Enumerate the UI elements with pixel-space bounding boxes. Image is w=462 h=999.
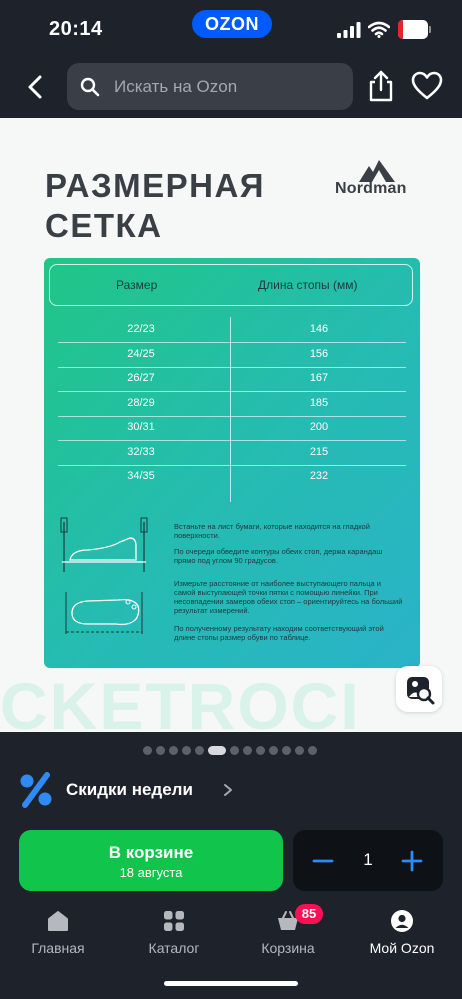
row-divider (58, 465, 406, 466)
top-header (0, 56, 462, 118)
nav-my-ozon[interactable] (352, 907, 452, 957)
size-cell: 28/29 (127, 396, 155, 409)
status-time: 20:14 (49, 18, 103, 40)
size-cell: 34/35 (127, 470, 155, 482)
carousel-dot[interactable] (308, 746, 317, 755)
search-input[interactable] (67, 63, 353, 110)
size-chart-title (45, 166, 265, 246)
bottom-navigation (0, 897, 462, 999)
size-chart-title-line1: РАЗМЕРНАЯ (45, 167, 266, 204)
size-cell: 32/33 (127, 445, 155, 458)
size-column-header: Размер (116, 278, 158, 292)
instruction-1: Встаньте на лист бумаги, которые находится на гладкой поверхности. (174, 522, 370, 540)
carousel-dot[interactable] (256, 746, 265, 755)
search-placeholder: Искать на Ozon (114, 77, 238, 96)
watermark-text: CKETROCI (0, 669, 361, 732)
battery-nub (429, 26, 431, 33)
home-icon (46, 909, 70, 933)
length-column-header: Длина стопы (мм) (258, 278, 358, 292)
length-cell: 232 (309, 470, 329, 482)
cart-count-badge: 85 (295, 904, 323, 924)
instruction-2: По очереди обведите контуры обеих стоп, держа карандаш прямо под углом 90 градусов. (174, 547, 383, 565)
length-cell: 200 (309, 421, 329, 433)
battery-fill (398, 20, 403, 39)
length-cell: 185 (309, 396, 329, 409)
plus-icon[interactable] (399, 848, 425, 874)
carousel-dot[interactable] (143, 746, 152, 755)
nav-home-label: Главная (31, 940, 85, 956)
profile-icon (390, 909, 414, 933)
share-icon[interactable] (366, 68, 396, 104)
length-cell: 156 (309, 347, 329, 360)
row-divider (58, 440, 406, 441)
nav-cart-label: Корзина (261, 940, 315, 956)
catalog-icon (162, 909, 186, 933)
ozon-badge: OZON (192, 10, 272, 38)
status-bar (0, 0, 462, 56)
visual-search-button[interactable] (396, 666, 442, 712)
size-chart-header (49, 264, 413, 306)
size-chart-card (44, 258, 420, 668)
image-search-icon (396, 666, 442, 712)
delivery-date: 18 августа (119, 865, 183, 880)
nav-my-ozon-label: Мой Ozon (369, 940, 435, 956)
carousel-dot-active[interactable] (208, 746, 226, 755)
carousel-dot[interactable] (195, 746, 204, 755)
size-cell: 30/31 (127, 421, 155, 433)
row-divider (58, 367, 406, 368)
quantity-stepper (293, 830, 443, 891)
size-cell: 24/25 (127, 347, 155, 360)
row-divider (58, 391, 406, 392)
size-chart-title-line2: СЕТКА (45, 207, 163, 244)
home-indicator (164, 981, 298, 986)
nav-catalog-label: Каталог (148, 940, 200, 956)
foot-top-illustration (58, 586, 150, 640)
size-cell: 26/27 (127, 372, 155, 384)
chevron-right-icon (223, 783, 233, 797)
carousel-dot[interactable] (182, 746, 191, 755)
battery-icon (398, 20, 428, 39)
carousel-dot[interactable] (156, 746, 165, 755)
brand-logo (335, 158, 420, 198)
brand-name: Nordman (335, 180, 407, 197)
product-image[interactable] (0, 118, 462, 732)
in-cart-label: В корзине (108, 843, 194, 862)
carousel-dot[interactable] (282, 746, 291, 755)
nav-catalog[interactable] (124, 907, 224, 957)
length-cell: 215 (309, 445, 329, 458)
instruction-3: Измерьте расстояние от наиболее выступающего пальца и самой выступающей точки пятки с помощью линейки. При несовпадении замеров обеих стоп – ориентируйтесь на больший результат измерений. (174, 579, 403, 615)
percent-icon (18, 772, 54, 808)
heart-icon[interactable] (411, 71, 443, 101)
weekly-discounts-label: Скидки недели (66, 780, 193, 799)
signal-icon (337, 22, 361, 38)
quantity-value: 1 (363, 850, 373, 869)
instruction-4: По полученному результату находим соответствующий этой длине стопы размер обуви по таблице. (174, 624, 384, 642)
column-divider (230, 317, 231, 502)
carousel-dot[interactable] (295, 746, 304, 755)
brand-mark-icon (357, 158, 397, 182)
length-cell: 146 (309, 323, 329, 335)
length-cell: 167 (309, 372, 329, 384)
minus-icon[interactable] (310, 848, 336, 874)
row-divider (58, 416, 406, 417)
carousel-dot[interactable] (169, 746, 178, 755)
nav-cart[interactable] (238, 907, 338, 957)
foot-side-illustration (58, 516, 150, 574)
row-divider (58, 342, 406, 343)
in-cart-button[interactable] (19, 830, 283, 891)
carousel-dot[interactable] (243, 746, 252, 755)
battery-level: 16 (405, 21, 421, 37)
wifi-icon (368, 21, 390, 38)
back-arrow-icon[interactable] (20, 70, 50, 104)
search-icon (80, 77, 100, 97)
carousel-dot[interactable] (269, 746, 278, 755)
carousel-dot[interactable] (230, 746, 239, 755)
nav-home[interactable] (8, 907, 108, 957)
size-cell: 22/23 (127, 323, 155, 335)
